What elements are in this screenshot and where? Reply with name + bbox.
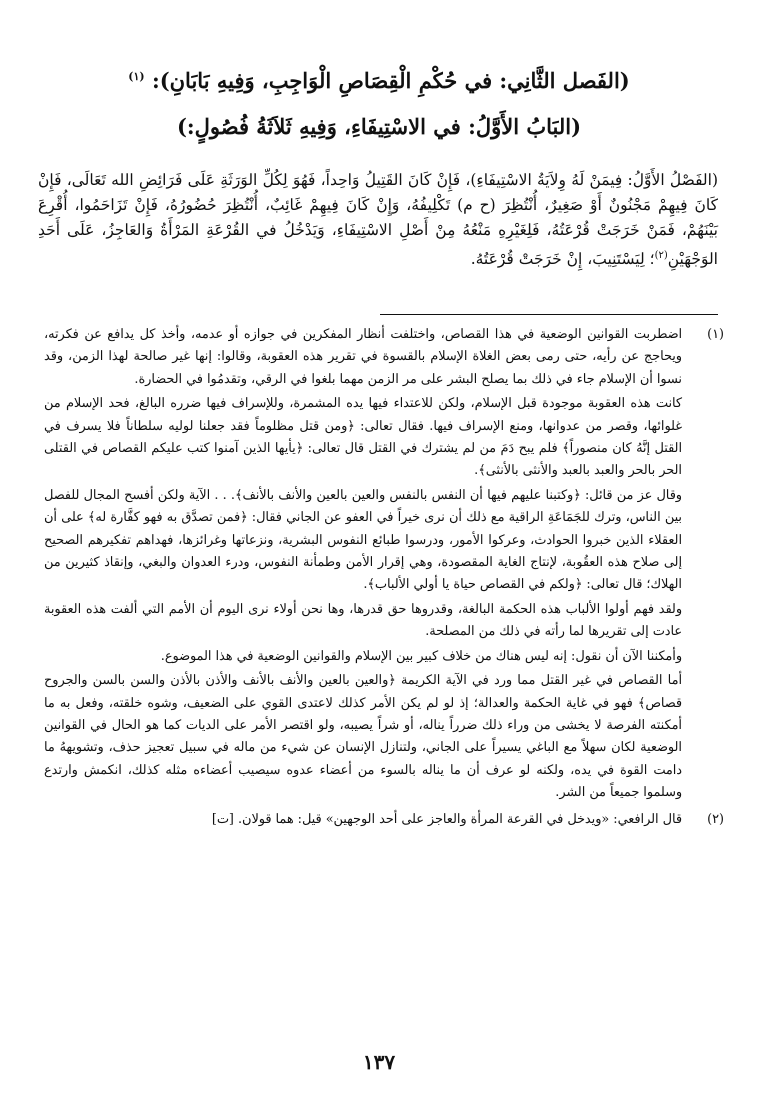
chapter-heading xyxy=(40,62,718,96)
footnote-2 xyxy=(44,809,724,831)
intro-text-end: ؛ لِيَسْتَنِيبَ، إِنْ خَرَجَتْ قُرْعَتُهُ. xyxy=(470,250,655,269)
intro-footnote-ref: (٢) xyxy=(654,250,668,261)
footnote-paragraph: وأمكننا الآن أن نقول: إنه ليس هناك من خلاف كبير بين الإسلام والقوانين الوضعية في هذا الموضوع. xyxy=(160,648,682,664)
footnote-paragraph: أما القصاص في غير القتل مما ورد في الآية الكريمة ﴿والعين بالعين والأنف بالأنف والأذن بالأذن والسن بالسن والجروح قصاص﴾ فهو في غاية الحكمة والعدالة؛ إذ لو لم يكن الأمر كذلك لاعتدى القوي على الضعيف، وشوه خلقته، وفعل به ما أمكنته الفرصة لا يخشى من وراء ذلك ضرراً يناله، أو شراً يصيبه، ولو اقتصر الأمر على الديات كما هو الحال في القوانين الوضعية لكان سهلاً مع الباغي يسيراً على الجاني، ولتنازل الإنسان عن شيء من ماله في سبيل تعجيز حذف، وتشويههُ ما دامت القوة في يده، ولكنه لو عرف أن ما يناله بالسوء من أعضاء عدوه سيصيب أعضاءه مثله كذلك، انكمش وارتدع وسلموا جميعاً من الشر. xyxy=(44,673,682,801)
footnote-paragraph: قال الرافعي: «ويدخل في القرعة المرأة والعاجز على أحد الوجهين» قيل: هما قولان. [ت] xyxy=(211,811,682,827)
footnote-number: (٢) xyxy=(707,811,724,827)
section-heading: (البَابُ الأَوَّلُ: في الاسْتِيفَاءِ، وَفِيهِ ثَلاَثَةُ فُصُولٍ:) xyxy=(176,114,582,139)
footnote-paragraph: ولقد فهم أولوا الألباب هذه الحكمة البالغة، وقدروها حق قدرها، وها نحن أولاء نرى اليوم أن الأمم التي ألفت هذه العقوبة عادت إلى تقريرها لما رأته في ذلك من المصلحة. xyxy=(44,601,682,640)
intro-text: (الفَصْلُ الأَوَّلُ: فِيمَنْ لَهُ وِلاَيَةُ الاسْتِيفَاءِ)، فَإِنْ كَانَ القَتِيلُ وَاحِداً، فَهُوَ لِكُلِّ الوَرَثَةِ عَلَى فَرَائِضِ الله تَعَالَى، فَإِنْ كَانَ فِيهِمْ مَجْنُونٌ أَوْ صَغِيرٌ، أُنْتُظِرَ (ح م) تَكْلِيفُهُ، وَإِنْ كَانَ فِيهِمْ غَائِبٌ، أُنْتُظِرَ حُضُورُهُ، فَإِنْ تَزَاحَمُوا، أُقْرِعَ بَيْنَهُمْ، فَمَنْ خَرَجَتْ قُرْعَتُهُ، فَلِغَيْرِهِ مَنْعُهُ مِنْ أَصْلِ الاسْتِيفَاءِ، وَيَدْخُلُ في القُرْعَةِ المَرْأَةُ وَالعَاجِزُ، عَلَى أَحَدِ الوَجْهَيْنِ xyxy=(38,171,718,269)
page-number: ١٣٧ xyxy=(362,1050,396,1074)
footnote-number: (١) xyxy=(707,327,724,342)
chapter-footnote-ref: (١) xyxy=(128,70,145,83)
chapter-heading-text: (الفَصل الثَّانِي: في حُكْمِ الْقِصَاصِ الْوَاجِبِ، وَفِيهِ بَابَانِ): xyxy=(151,68,630,93)
footnote-paragraph: كانت هذه العقوبة موجودة قبل الإسلام، ولكن للاعتداء فيها يده المشمرة، وللإسراف فيها ضرره البالغ، فحد الإسلام من غلوائها، وقصر من عدوانها، ومنع الإسراف فيها. فقال تعالى: ﴿ومن قتل مظلوماً فقد جعلنا لوليه سلطاناً فلا يسرف في القتل إنَّهُ كان منصوراً﴾ فلم يبح دَمَ من لم يشترك في القتل قال تعالى: ﴿يأيها الذين آمنوا كتب عليكم القصاص في القتلى الحر بالحر والعبد بالعبد والأنثى بالأنثى﴾. xyxy=(44,396,682,479)
footnotes xyxy=(44,324,724,831)
footnote-paragraph: وقال عز من قائل: ﴿وكتبنا عليهم فيها أن النفس بالنفس والعين بالعين والأنف بالأنف﴾. . . الآية ولكن أفسح المجال للفصل بين الناس، وترك للجَمَاعَةِ الراقية مع ذلك أن نرى خيراً في العفو عن الجاني فقال: ﴿فمن تصدَّق به فهو كفَّارة له﴾ على أن العقلاء الذين خبروا الحوادث، وعركوا الأمور، ودرسوا طبائع النفوس البشرية، ونزعاتها وغرائزها، فهداهم تفكيرهم الصحيح إلى صلاح هذه العقُوبة، لإنتاج الغاية المقصودة، وهي إقرار الأمن وطمأنة النفوس، ودرء العدوان والبغي، وإنقاذ كثيرين من الهلاك؛ قال تعالى: ﴿ولكم في القصاص حياة يا أولي الألباب﴾. xyxy=(44,487,682,593)
intro-paragraph xyxy=(38,168,718,272)
footnote-paragraph: اضطربت القوانين الوضعية في هذا القصاص، واختلفت أنظار المفكرين في جوازه أو عدمه، وأخذ كل يدافع عن فكرته، ويحاجج عن رأيه، حتى رمى بعض الغلاة الإسلام بالقسوة في تقرير هذه العقوبة، وقالوا: إنها غير صالحة لهذا الزمن، وقد نسوا أن الإسلام جاء في ذلك بما يصلح البشر على مر الزمن مهما بلغوا في الرقي، وتقدمُوا في الحضارة. xyxy=(44,327,682,387)
footnote-1 xyxy=(44,324,724,805)
footnote-separator xyxy=(380,314,718,315)
